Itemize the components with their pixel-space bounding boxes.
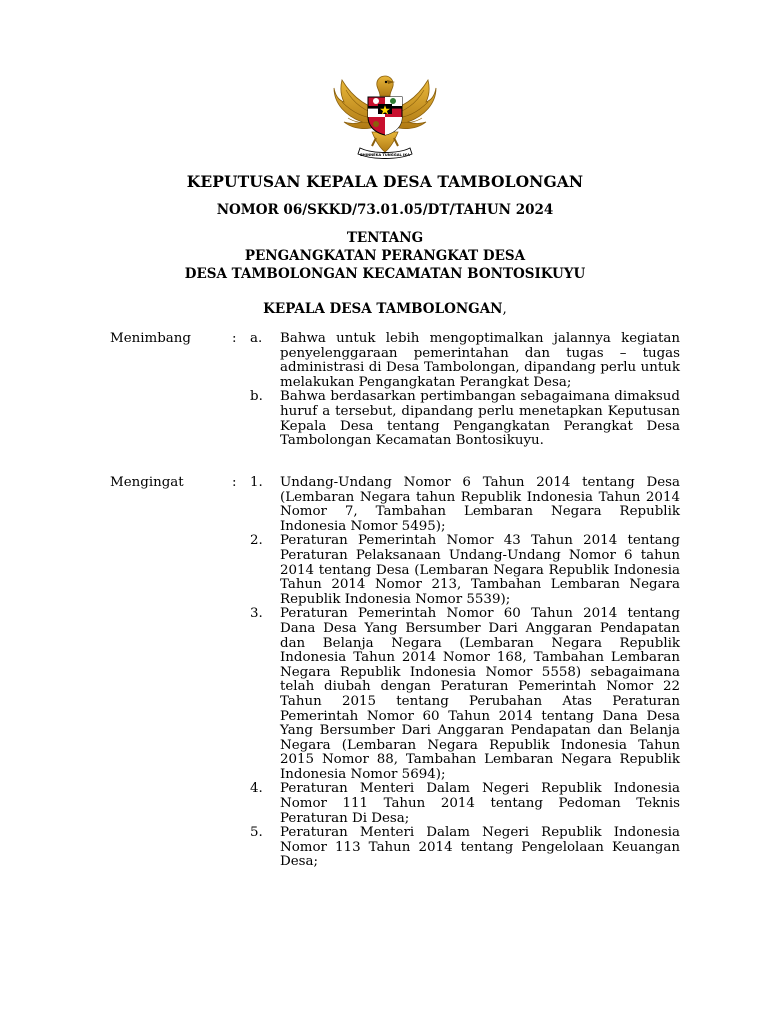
document-subject (90, 229, 680, 283)
subject-line-2: DESA TAMBOLONGAN KECAMATAN BONTOSIKUYU (184, 266, 586, 282)
document-title: KEPUTUSAN KEPALA DESA TAMBOLONGAN (186, 172, 584, 191)
list-item (250, 782, 680, 826)
list-item-text: Peraturan Pemerintah Nomor 60 Tahun 2014 tentang Dana Desa Yang Bersumber Dari Anggaran Pendapatan dan Belanja Negara (Lembaran Negara Republik Indonesia Tahun 2014 Nomor 168, Tambahan Lembaran Negara Republik Indonesia Nomor 5558) sebagaimana telah diubah dengan Peraturan Pemerintah Nomor 22 Tahun 2015 tentang Perubahan Atas Peraturan Pemerintah Nomor 60 Tahun 2014 tentang Dana Desa Yang Bersumber Dari Anggaran Pendapatan dan Belanja Negara (Lembaran Negara Republik Indonesia Tahun 2015 Nomor 88, Tambahan Lembaran Negara Republik Indonesia Nomor 5694); (280, 606, 680, 782)
opening-authority-punct: , (502, 301, 507, 317)
list-item (250, 332, 680, 390)
section-label-menimbang: Menimbang (110, 331, 191, 346)
mengingat-list (250, 476, 680, 870)
section-colon: : (232, 475, 237, 490)
list-item-text: Bahwa untuk lebih mengoptimalkan jalannya kegiatan penyelenggaraan pemerintahan dan tugas – tugas administrasi di Desa Tambolongan, dipandang perlu untuk melakukan Pengangkatan Perangkat Desa; (280, 331, 680, 390)
tentang-heading: TENTANG (346, 230, 424, 246)
list-marker: 1. (250, 475, 263, 490)
list-item-text: Peraturan Menteri Dalam Negeri Republik Indonesia Nomor 113 Tahun 2014 tentang Pengelolaan Keuangan Desa; (280, 825, 680, 870)
section-label-mengingat: Mengingat (110, 475, 184, 490)
list-item (250, 390, 680, 448)
list-marker: 3. (250, 606, 263, 622)
menimbang-list (250, 332, 680, 449)
opening-authority (90, 301, 680, 317)
list-marker: 5. (250, 825, 263, 841)
list-item (250, 826, 680, 870)
document-number: NOMOR 06/SKKD/73.01.05/DT/TAHUN 2024 (216, 202, 554, 218)
list-item-text: Peraturan Pemerintah Nomor 43 Tahun 2014 tentang Peraturan Pelaksanaan Undang-Undang Nomor 6 tahun 2014 tentang Desa (Lembaran Negara Republik Indonesia Tahun 2014 Nomor 213, Tambahan Lembaran Negara Republik Indonesia Nomor 5539); (280, 533, 680, 607)
list-item (250, 534, 680, 607)
subject-line-1: PENGANGKATAN PERANGKAT DESA (244, 248, 526, 264)
list-item (250, 607, 680, 782)
section-colon: : (232, 331, 237, 346)
list-item (250, 476, 680, 534)
list-marker: b. (250, 389, 263, 405)
list-item-text: Bahwa berdasarkan pertimbangan sebagaimana dimaksud huruf a tersebut, dipandang perlu menetapkan Keputusan Kepala Desa tentang Pengangkatan Perangkat Desa Tambolongan Kecamatan Bontosikuyu. (280, 389, 680, 449)
emblem-motto: BHINNEKA TUNGGAL IKA (360, 153, 410, 157)
list-item-text: Peraturan Menteri Dalam Negeri Republik Indonesia Nomor 111 Tahun 2014 tentang Pedoman Teknis Peraturan Di Desa; (280, 781, 680, 826)
list-marker: a. (250, 331, 263, 346)
opening-authority-text: KEPALA DESA TAMBOLONGAN (263, 301, 503, 317)
list-marker: 2. (250, 533, 263, 549)
list-item-text: Undang-Undang Nomor 6 Tahun 2014 tentang Desa (Lembaran Negara tahun Republik Indonesia Tahun 2014 Nomor 7, Tambahan Lembaran Negara Republik Indonesia Nomor 5495); (280, 475, 680, 534)
list-marker: 4. (250, 781, 263, 797)
garuda-pancasila-emblem (332, 70, 438, 164)
